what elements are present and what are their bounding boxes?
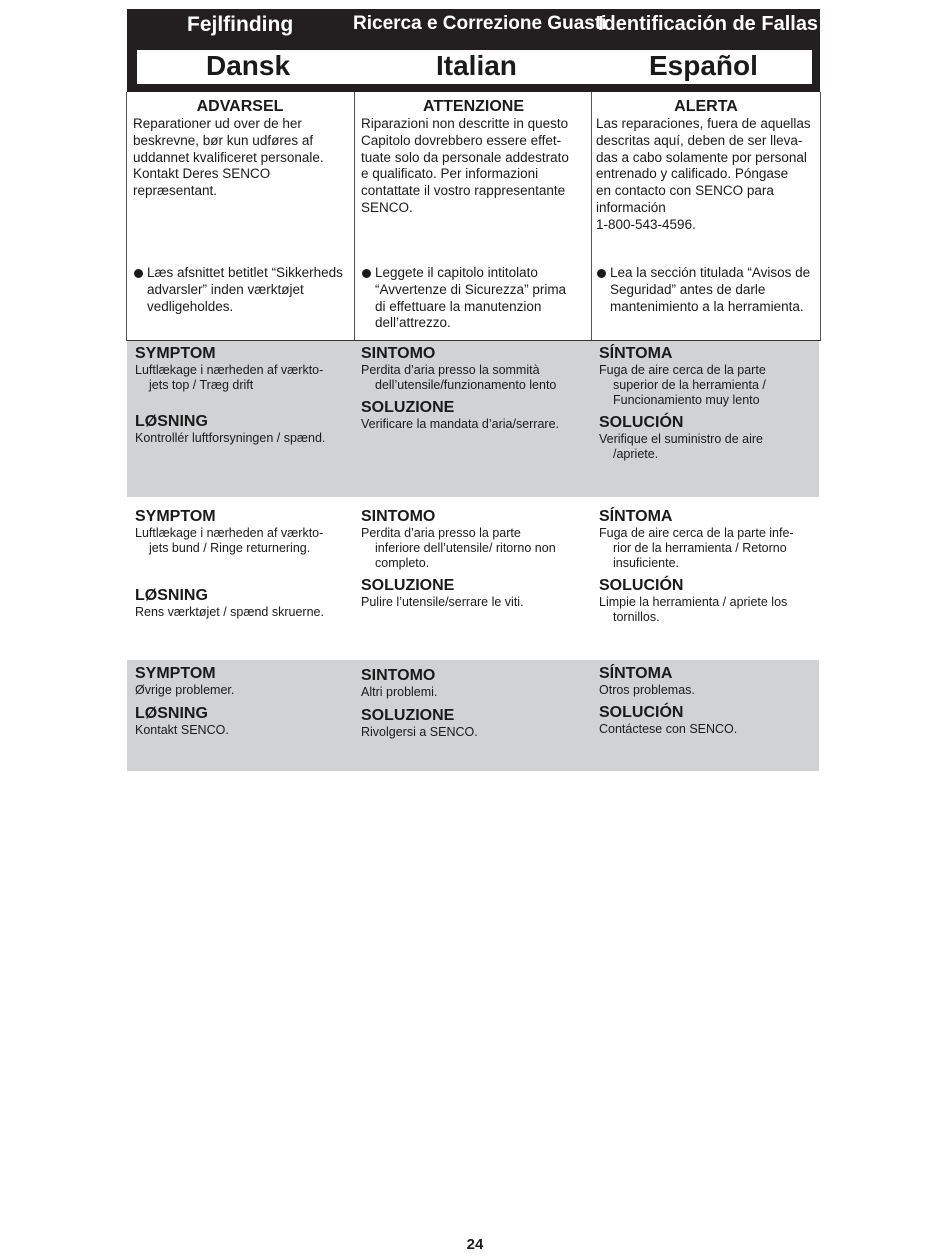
solution-text (135, 723, 345, 738)
warning-title: ADVARSEL (196, 98, 284, 115)
warning-line: e qualificato. Per informazioni (361, 166, 539, 182)
solution-line: Rens værktøjet / spænd skruerne. (135, 605, 324, 619)
solution-line: Verificare la mandata d’aria/serrare. (361, 417, 560, 431)
warning-title: ALERTA (674, 98, 738, 115)
warning-line: contattate il vostro rappresentante (361, 183, 566, 199)
warning-line: en contacto con SENCO para (596, 183, 774, 199)
solution-text (361, 417, 591, 432)
symptom-line: superior de la herramienta / (613, 378, 766, 393)
bullet-icon (134, 269, 143, 278)
header-title-italian: Ricerca e Correzione Guasti (353, 13, 607, 34)
solution-cell-danish (135, 705, 345, 738)
bullet-line: “Avvertenze di Sicurezza” prima (375, 281, 567, 297)
solution-cell-spanish (599, 704, 814, 737)
symptom-label: SYMPTOM (135, 345, 216, 362)
warning-line: beskrevne, bør kun udføres af (133, 132, 314, 148)
symptom-line: Otros problemas. (599, 683, 695, 697)
symptom-line: rior de la herramienta / Retorno (613, 541, 787, 556)
solution-text (599, 432, 814, 462)
symptom-line: Luftlækage i nærheden af værkto- (135, 526, 324, 540)
symptom-line: jets bund / Ringe returnering. (149, 541, 311, 556)
symptom-line: Fuga de aire cerca de la parte (599, 363, 766, 377)
symptom-label: SINTOMO (361, 508, 436, 525)
solution-label: SOLUCIÓN (599, 577, 684, 594)
symptom-line: Altri problemi. (361, 685, 438, 699)
warning-bullet (596, 265, 820, 315)
symptom-line: Perdita d’aria presso la sommità (361, 363, 540, 377)
symptom-line: Perdita d’aria presso la parte (361, 526, 521, 540)
warning-line: 1-800-543-4596. (596, 216, 696, 232)
symptom-label: SYMPTOM (135, 508, 216, 525)
symptom-line: Øvrige problemer. (135, 683, 235, 697)
symptom-cell-danish (135, 508, 345, 556)
warning-line: Riparazioni non descritte in questo (361, 116, 569, 131)
solution-cell-italian (361, 577, 591, 610)
solution-label: LØSNING (135, 413, 208, 430)
warning-line: Reparationer ud over de her (133, 116, 302, 131)
symptom-text (599, 363, 814, 409)
language-bar (136, 49, 813, 85)
solution-line: tornillos. (613, 610, 660, 625)
symptom-text (135, 683, 345, 698)
language-italian: Italian (436, 50, 517, 81)
header-band (127, 9, 820, 92)
bullet-line: Lea la sección titulada “Avisos de (610, 265, 811, 280)
symptom-label: SÍNTOMA (599, 345, 673, 362)
warning-text (592, 116, 820, 234)
symptom-cell-italian (361, 508, 591, 572)
solution-text (599, 722, 814, 737)
symptom-text (599, 683, 814, 698)
troubleshooting-row (127, 497, 819, 660)
solution-line: Limpie la herramienta / apriete los (599, 595, 788, 609)
warning-bullet (361, 265, 590, 332)
solution-line: Kontakt SENCO. (135, 723, 229, 737)
warning-column-danish (127, 92, 353, 340)
solution-line: Pulire l’utensile/serrare le viti. (361, 595, 524, 609)
symptom-text (599, 526, 814, 572)
header-title-danish: Fejlfinding (187, 13, 294, 36)
warning-bullet (133, 265, 351, 315)
bullet-line: dell’attrezzo. (375, 315, 451, 331)
symptom-text (361, 685, 591, 700)
solution-line: /apriete. (613, 447, 659, 462)
warning-line: das a cabo solamente por personal (596, 149, 807, 165)
warning-text (355, 116, 592, 217)
symptom-cell-spanish (599, 665, 814, 698)
symptom-line: jets top / Træg drift (149, 378, 254, 393)
symptom-cell-italian (361, 345, 591, 393)
symptom-cell-spanish (599, 508, 814, 572)
symptom-text (135, 526, 345, 556)
bullet-line: Læs afsnittet betitlet “Sikkerheds (147, 265, 343, 280)
bullet-line: mantenimiento a la herramienta. (610, 298, 804, 314)
solution-cell-italian (361, 399, 591, 432)
symptom-line: Fuga de aire cerca de la parte infe- (599, 526, 794, 540)
warning-column-italian (354, 92, 592, 340)
bullet-line: vedligeholdes. (147, 298, 234, 314)
bullet-line: Leggete il capitolo intitolato (375, 265, 538, 280)
solution-label: SOLUZIONE (361, 707, 455, 724)
symptom-cell-danish (135, 345, 345, 393)
solution-label: SOLUZIONE (361, 577, 455, 594)
header-title-spanish: Identificación de Fallas (598, 13, 819, 35)
bullet-line: di effettuare la manutenzion (375, 298, 542, 314)
solution-text (599, 595, 814, 625)
symptom-label: SINTOMO (361, 667, 436, 684)
warning-table (126, 92, 821, 341)
warning-line: entrenado y calificado. Póngase (596, 166, 789, 182)
warning-line: SENCO. (361, 199, 413, 215)
warning-line: Las reparaciones, fuera de aquellas (596, 116, 811, 131)
solution-line: Contáctese con SENCO. (599, 722, 738, 736)
bullet-line: advarsler” inden værktøjet (147, 281, 304, 297)
symptom-line: inferiore dell’utensile/ ritorno non (375, 541, 556, 556)
solution-label: LØSNING (135, 705, 208, 722)
solution-text (361, 595, 591, 610)
symptom-label: SYMPTOM (135, 665, 216, 682)
bullet-icon (597, 269, 606, 278)
solution-label: LØSNING (135, 587, 208, 604)
solution-cell-danish (135, 413, 345, 446)
warning-line: descritas aquí, deben de ser lleva- (596, 132, 803, 148)
symptom-cell-italian (361, 667, 591, 700)
bullet-icon (362, 269, 371, 278)
symptom-text (361, 526, 591, 572)
troubleshooting-row (127, 341, 819, 497)
symptom-label: SÍNTOMA (599, 665, 673, 682)
symptom-text (361, 363, 591, 393)
solution-text (135, 431, 345, 446)
solution-cell-danish (135, 587, 345, 620)
solution-cell-italian (361, 707, 591, 740)
solution-text (135, 605, 345, 620)
language-spanish: Español (649, 50, 758, 81)
symptom-cell-spanish (599, 345, 814, 409)
solution-text (361, 725, 591, 740)
symptom-label: SINTOMO (361, 345, 436, 362)
symptom-line: completo. (375, 556, 430, 571)
language-danish: Dansk (206, 50, 291, 81)
warning-column-spanish (591, 92, 820, 340)
warning-text (127, 116, 353, 200)
solution-label: SOLUCIÓN (599, 414, 684, 431)
symptom-text (135, 363, 345, 393)
warning-line: uddannet kvalificeret personale. (133, 149, 324, 165)
warning-title: ATTENZIONE (422, 98, 525, 115)
warning-line: tuate solo da personale addestrato (361, 149, 569, 165)
symptom-line: Luftlækage i nærheden af værkto- (135, 363, 324, 377)
solution-label: SOLUCIÓN (599, 704, 684, 721)
solution-line: Verifique el suministro de aire (599, 432, 763, 446)
symptom-line: dell’utensile/funzionamento lento (375, 378, 557, 393)
warning-line: Kontakt Deres SENCO (133, 166, 271, 182)
page-number: 24 (466, 1236, 484, 1253)
symptom-label: SÍNTOMA (599, 508, 673, 525)
warning-line: información (596, 199, 666, 215)
symptom-cell-danish (135, 665, 345, 698)
solution-line: Kontrollér luftforsyningen / spænd. (135, 431, 326, 445)
bullet-line: Seguridad” antes de darle (610, 281, 766, 297)
warning-line: repræsentant. (133, 183, 218, 199)
solution-cell-spanish (599, 577, 814, 625)
troubleshooting-row (127, 660, 819, 771)
solution-cell-spanish (599, 414, 814, 462)
symptom-line: insuficiente. (613, 556, 680, 571)
symptom-line: Funcionamiento muy lento (613, 393, 760, 408)
solution-label: SOLUZIONE (361, 399, 455, 416)
warning-line: Capitolo dovrebbero essere effet- (361, 132, 562, 148)
solution-line: Rivolgersi a SENCO. (361, 725, 478, 739)
